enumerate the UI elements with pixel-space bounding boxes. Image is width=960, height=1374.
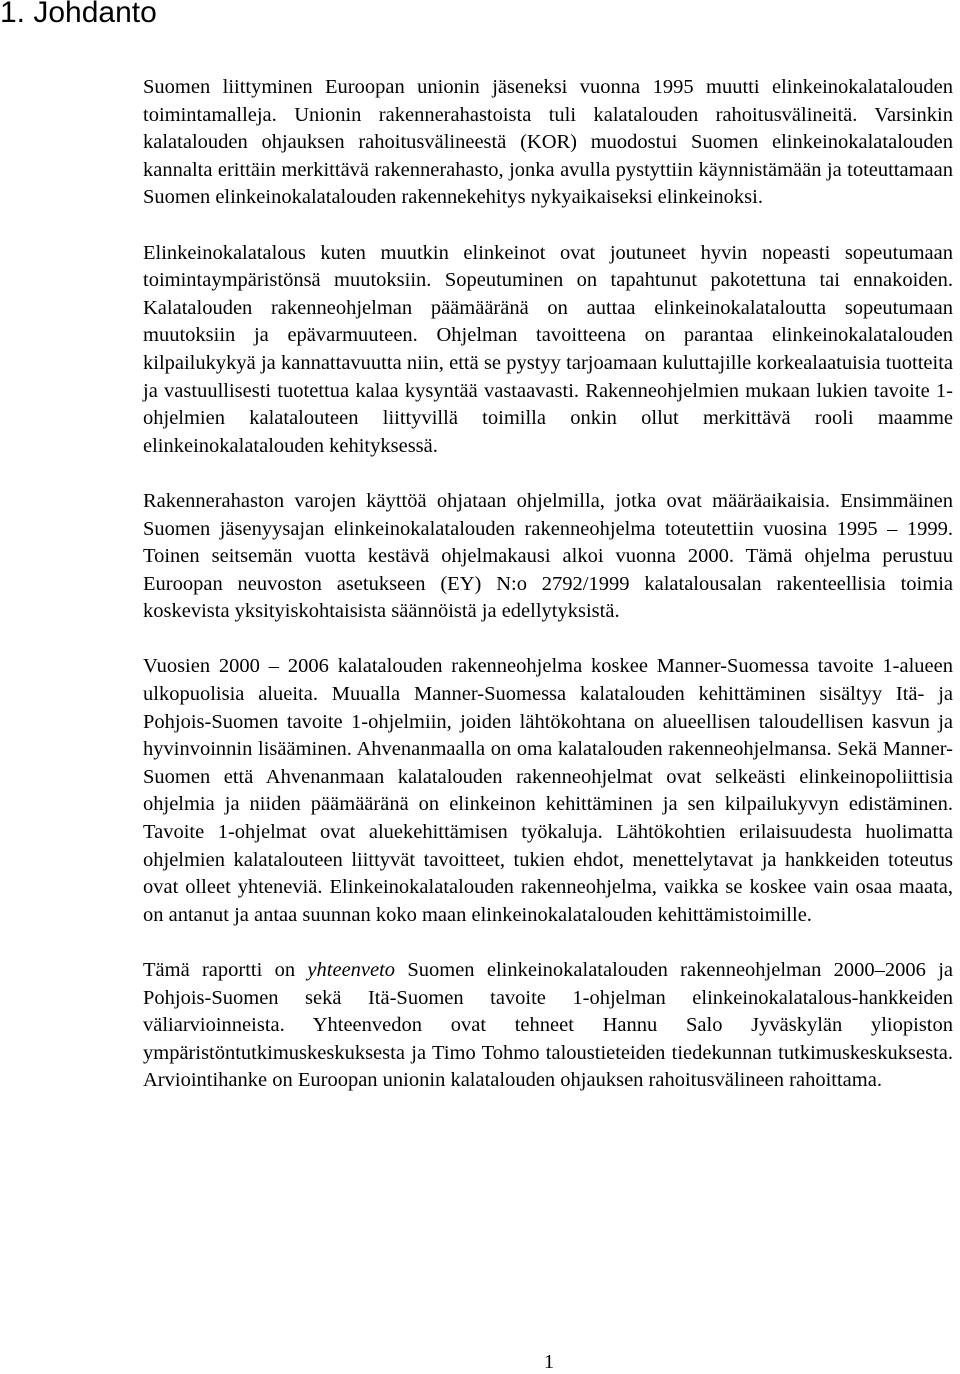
paragraph-3: Rakennerahaston varojen käyttöä ohjataan ohjelmilla, jotka ovat määräaikaisia. Ensimmäinen Suomen jäsenyysajan elinkeinokalatalouden rakenneohjelma toteutettiin vuosina 1995 – 1999. Toinen seitsemän vuotta kestävä ohjelmakausi alkoi vuonna 2000. Tämä ohjelma perustuu Euroopan neuvoston asetukseen (EY) N:o 2792/1999 kalatalousalan rakenteellisia toimia koskevista yksityiskohtaisista säännöistä ja edellytyksistä. bbox=[143, 489, 953, 623]
paragraph-4: Vuosien 2000 – 2006 kalatalouden rakenneohjelma koskee Manner-Suomessa tavoite 1-alueen ulkopuolisia alueita. Muualla Manner-Suomessa kalatalouden kehittäminen sisältyy Itä- ja Pohjois-Suomen tavoite 1-ohjelmiin, joiden lähtökohtana on alueellisen taloudellisen kasvun ja hyvinvoinnin lisääminen. Ahvenanmaalla on oma kalatalouden rakenneohjelmansa. Sekä Manner-Suomen että Ahvenanmaan kalatalouden rakenneohjelmat ovat selkeästi elinkeinopoliittisia ohjelmia ja niiden päämääränä on elinkeinon kehittäminen ja sen kilpailukyvyn edistäminen. Tavoite 1-ohjelmat ovat aluekehittämisen työkaluja. Lähtökohtien erilaisuudesta huolimatta ohjelmien kalatalouteen liittyvät tavoitteet, tukien ehdot, menettelytavat ja hankkeiden toteutus ovat olleet yhteneviä. Elinkeinokalatalouden rakenneohjelma, vaikka se koskee vain osaa maata, on antanut ja antaa suunnan koko maan elinkeinokalatalouden kehittämistoimille. bbox=[143, 655, 953, 926]
page-number: 1 bbox=[543, 1351, 555, 1373]
chapter-heading: 1. Johdanto bbox=[0, 0, 157, 29]
paragraph-5 bbox=[143, 957, 953, 1095]
paragraph-1: Suomen liittyminen Euroopan unionin jäseneksi vuonna 1995 muutti elinkeinokalatalouden toimintamalleja. Unionin rakennerahastoista tuli kalatalouden rahoitusvälineitä. Varsinkin kalatalouden ohjauksen rahoitusvälineestä (KOR) muodostui Suomen elinkeinokalatalouden kannalta erittäin merkittävä rakennerahasto, jonka avulla pystyttiin käynnistämään ja toteuttamaan Suomen elinkeinokalatalouden rakennekehitys nykyaikaiseksi elinkeinoksi. bbox=[143, 76, 953, 209]
document-body bbox=[143, 74, 953, 1123]
paragraph-5-end: Suomen elinkeinokalatalouden rakenneohjelman 2000–2006 ja Pohjois-Suomen sekä Itä-Suomen tavoite 1-ohjelman elinkeinokalatalous-hankkeiden väliarvioinneista. Yhteenvedon ovat tehneet Hannu Salo Jyväskylän yliopiston ympäristöntutkimuskeskuksesta ja Timo Tohmo taloustieteiden tiedekunnan tutkimuskeskuksesta. Arviointihanke on Euroopan unionin kalatalouden ohjauksen rahoitusvälineen rahoittama. bbox=[143, 959, 953, 1092]
paragraph-2: Elinkeinokalatalous kuten muutkin elinkeinot ovat joutuneet hyvin nopeasti sopeutumaan toimintaympäristönsä muutoksiin. Sopeutuminen on tapahtunut pakotettuna tai ennakoiden. Kalatalouden rakenneohjelman päämääränä on auttaa elinkeinokalataloutta sopeutumaan muutoksiin ja epävarmuuteen. Ohjelman tavoitteena on parantaa elinkeinokalatalouden kilpailukykyä ja kannattavuutta niin, että se pystyy tarjoamaan kuluttajille korkealaatuisia tuotteita ja vastuullisesti tuotettua kalaa kysyntää vastaavasti. Rakenneohjelmien mukaan lukien tavoite 1-ohjelmien kalatalouteen liittyvillä toimilla onkin ollut merkittävä rooli maamme elinkeinokalatalouden kehityksessä. bbox=[143, 241, 953, 457]
paragraph-5-start: Tämä raportti on bbox=[143, 959, 308, 981]
emphasized-term: yhteenveto bbox=[307, 959, 396, 981]
